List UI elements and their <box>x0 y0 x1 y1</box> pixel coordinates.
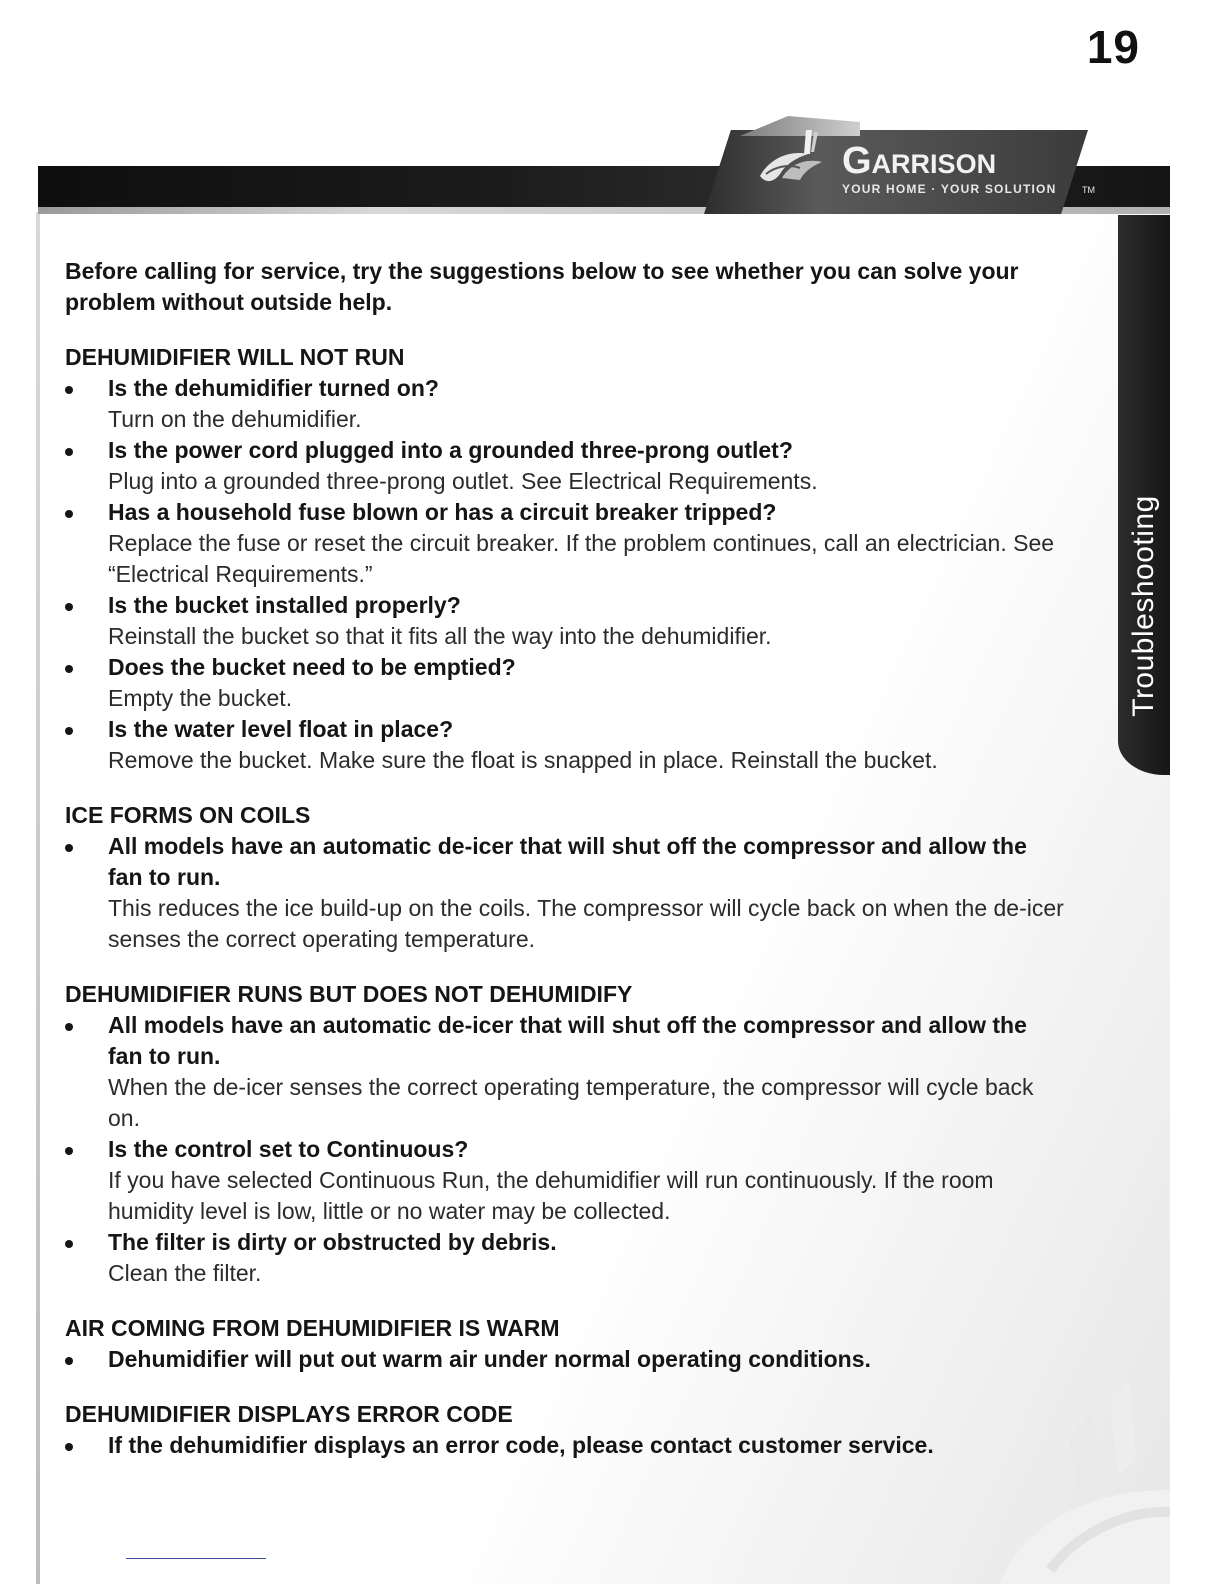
item-question: Is the bucket installed properly? <box>108 592 461 618</box>
item-answer: If you have selected Continuous Run, the dehumidifier will run continuously. If the room humidity level is low, little or no water may be collected. <box>108 1167 994 1224</box>
troubleshooting-section <box>65 342 1065 776</box>
bullet-icon <box>65 603 73 611</box>
page-edge <box>36 212 40 1584</box>
item-question: The filter is dirty or obstructed by debris. <box>108 1229 557 1255</box>
bullet-icon <box>65 665 73 673</box>
troubleshooting-item <box>65 435 1065 497</box>
bullet-icon <box>65 510 73 518</box>
troubleshooting-section <box>65 1313 1065 1375</box>
troubleshooting-content <box>65 256 1065 1485</box>
item-answer: Empty the bucket. <box>108 685 293 711</box>
section-heading: DEHUMIDIFIER WILL NOT RUN <box>65 344 405 370</box>
bullet-icon <box>65 448 73 456</box>
section-tab-label: Troubleshooting <box>1127 495 1160 717</box>
troubleshooting-item <box>65 497 1065 590</box>
item-answer: Replace the fuse or reset the circuit breaker. If the problem continues, call an electrician. See “Electrical Requirements.” <box>108 530 1055 587</box>
item-question: All models have an automatic de-icer that will shut off the compressor and allow the fan to run. <box>108 1012 1027 1069</box>
troubleshooting-item <box>65 714 1065 776</box>
troubleshooting-item <box>65 1430 1065 1461</box>
item-answer: Remove the bucket. Make sure the float is snapped in place. Reinstall the bucket. <box>108 747 938 773</box>
item-answer: Reinstall the bucket so that it fits all the way into the dehumidifier. <box>108 623 772 649</box>
bullet-icon <box>65 386 73 394</box>
troubleshooting-item <box>65 1344 1065 1375</box>
page-number: 19 <box>1086 21 1140 73</box>
bullet-icon <box>65 1023 73 1031</box>
item-question: Has a household fuse blown or has a circuit breaker tripped? <box>108 499 777 525</box>
item-question: All models have an automatic de-icer that will shut off the compressor and allow the fan to run. <box>108 833 1027 890</box>
bullet-icon <box>65 1240 73 1248</box>
troubleshooting-section <box>65 800 1065 955</box>
brand-tagline: YOUR HOME · YOUR SOLUTION <box>842 182 1057 196</box>
bullet-icon <box>65 1443 73 1451</box>
decorative-logo-watermark <box>960 1380 1170 1584</box>
item-question: Is the power cord plugged into a grounded three-prong outlet? <box>108 437 793 463</box>
item-question: Dehumidifier will put out warm air under normal operating conditions. <box>108 1346 871 1372</box>
troubleshooting-item <box>65 373 1065 435</box>
troubleshooting-sections <box>65 342 1065 1461</box>
troubleshooting-item <box>65 831 1065 955</box>
section-heading: AIR COMING FROM DEHUMIDIFIER IS WARM <box>65 1315 560 1341</box>
item-answer: When the de-icer senses the correct operating temperature, the compressor will cycle back on. <box>108 1074 1034 1131</box>
item-question: Is the water level float in place? <box>108 716 454 742</box>
item-answer: Plug into a grounded three-prong outlet. See Electrical Requirements. <box>108 468 818 494</box>
item-answer: Turn on the dehumidifier. <box>108 406 362 432</box>
section-heading: DEHUMIDIFIER DISPLAYS ERROR CODE <box>65 1401 513 1427</box>
troubleshooting-section <box>65 1399 1065 1461</box>
troubleshooting-item <box>65 1134 1065 1227</box>
troubleshooting-item <box>65 1010 1065 1134</box>
item-answer: This reduces the ice build-up on the coils. The compressor will cycle back on when the de-icer senses the correct operating temperature. <box>108 895 1064 952</box>
section-heading: DEHUMIDIFIER RUNS BUT DOES NOT DEHUMIDIFY <box>65 981 633 1007</box>
item-question: Does the bucket need to be emptied? <box>108 654 516 680</box>
item-question: If the dehumidifier displays an error code, please contact customer service. <box>108 1432 934 1458</box>
troubleshooting-item <box>65 652 1065 714</box>
intro-paragraph: Before calling for service, try the suggestions below to see whether you can solve your problem without outside help. <box>65 258 1019 315</box>
item-answer: Clean the filter. <box>108 1260 262 1286</box>
bullet-icon <box>65 844 73 852</box>
bullet-icon <box>65 1357 73 1365</box>
garrison-logo-icon <box>756 128 830 192</box>
footer-rule <box>126 1558 266 1559</box>
item-question: Is the control set to Continuous? <box>108 1136 469 1162</box>
bullet-icon <box>65 1147 73 1155</box>
troubleshooting-section <box>65 979 1065 1289</box>
troubleshooting-item <box>65 590 1065 652</box>
troubleshooting-item <box>65 1227 1065 1289</box>
section-heading: ICE FORMS ON COILS <box>65 802 311 828</box>
brand-name: Garrison <box>842 140 997 182</box>
item-question: Is the dehumidifier turned on? <box>108 375 439 401</box>
trademark-symbol: TM <box>1082 185 1095 195</box>
bullet-icon <box>65 727 73 735</box>
